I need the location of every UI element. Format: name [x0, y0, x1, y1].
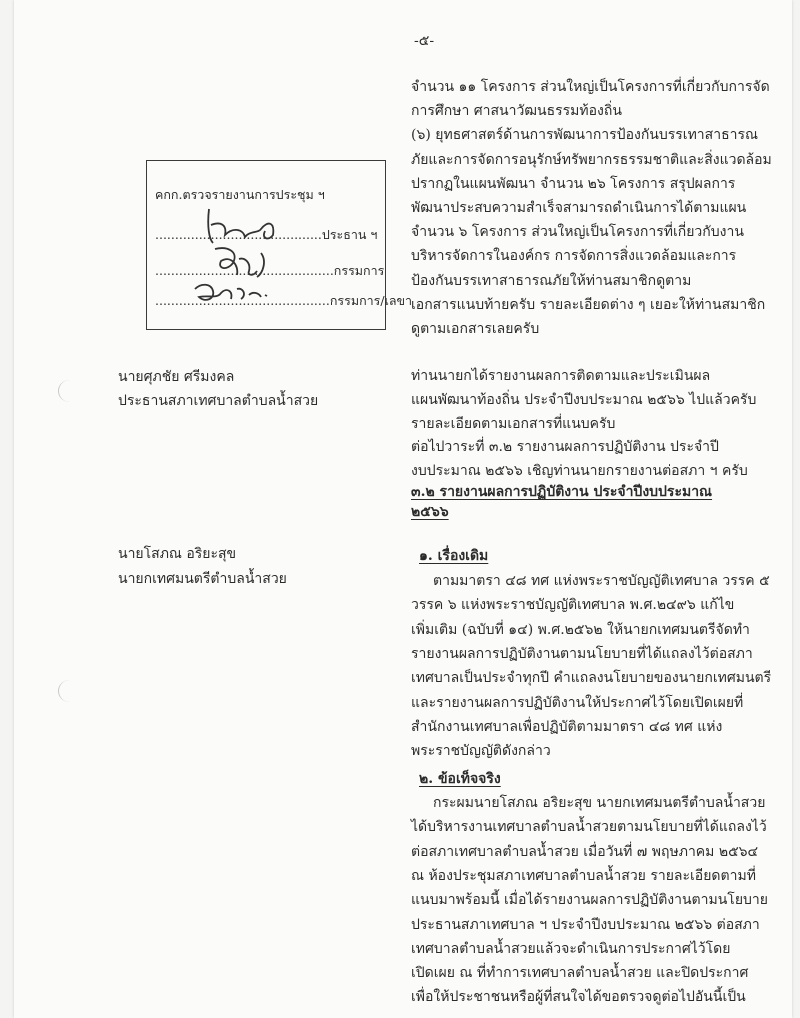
punch-hole-mark: [58, 680, 81, 702]
text-line: เปิดเผย ณ ที่ทำการเทศบาลตำบลน้ำสวย และปิดประกาศ: [411, 965, 749, 982]
text-line: แผนพัฒนาท้องถิ่น ประจำปีงบประมาณ ๒๕๖๖ ไปแล้วครับ: [411, 391, 757, 408]
speaker2-title: นายกเทศมนตรีตำบลน้ำสวย: [118, 571, 287, 587]
punch-hole-mark: [58, 380, 81, 402]
text-line: และรายงานผลการปฏิบัติงานให้ประกาศไว้โดยเปิดเผยที่: [411, 694, 744, 711]
text-line: การศึกษา ศาสนาวัฒนธรรมท้องถิ่น: [411, 103, 622, 120]
text-line: รายละเอียดตามเอกสารที่แนบครับ: [411, 415, 616, 432]
text-line: สำนักงานเทศบาลเพื่อปฏิบัติตามมาตรา ๔๘ ทศ แห่ง: [411, 718, 723, 735]
speaker2-name: นายโสภณ อริยะสุข: [118, 546, 237, 562]
text-line: ณ ห้องประชุมสภาเทศบาลตำบลน้ำสวย รายละเอียดตามที่: [411, 867, 756, 884]
text-line: ดูตามเอกสารเลยครับ: [411, 321, 540, 337]
text-line: ปรากฏในแผนพัฒนา จำนวน ๒๖ โครงการ สรุปผลการ: [411, 175, 736, 192]
text-line: เพื่อให้ประชาชนหรือผู้ที่สนใจได้ขอตรวจดูต่อไปอันนี้เป็น: [411, 989, 746, 1006]
document-page: [14, 0, 792, 1018]
text-line: ต่อสภาเทศบาลตำบลน้ำสวย เมื่อวันที่ ๗ พฤษภาคม ๒๕๖๔: [411, 843, 759, 860]
text-line: ตามมาตรา ๔๘ ทศ แห่งพระราชบัญญัติเทศบาล วรรค ๕: [433, 573, 770, 589]
agenda-heading-line2: ๒๕๖๖: [411, 504, 449, 520]
text-line: พระราชบัญญัติดังกล่าว: [411, 743, 551, 760]
text-line: พัฒนาประสบความสำเร็จสามารถดำเนินการได้ตามแผน: [411, 200, 747, 216]
section2-heading: ๒. ข้อเท็จจริง: [419, 771, 501, 787]
text-line: จำนวน ๑๑ โครงการ ส่วนใหญ่เป็นโครงการที่เกี่ยวกับการจัด: [411, 79, 770, 95]
text-line: บริหารจัดการในองค์กร การจัดการสิ่งแวดล้อมและการ: [411, 248, 737, 265]
page-number: -๕-: [414, 33, 435, 49]
text-line: ประธานสภาเทศบาล ฯ ประจำปีงบประมาณ ๒๕๖๖ ต่อสภา: [411, 916, 760, 933]
text-line: วรรค ๖ แห่งพระราชบัญญัติเทศบาล พ.ศ.๒๔๙๖ แก้ไข: [411, 597, 735, 614]
approval-box-title: คกก.ตรวจรายงานการประชุม ฯ: [155, 187, 325, 202]
text-line: (๖) ยุทธศาสตร์ด้านการพัฒนาการป้องกันบรรเทาสาธารณ: [411, 127, 758, 144]
agenda-heading-line1: ๓.๒ รายงานผลการปฏิบัติงาน ประจำปีงบประมาณ: [411, 484, 713, 500]
speaker1-title: ประธานสภาเทศบาลตำบลน้ำสวย: [118, 393, 319, 409]
text-line: เทศบาลตำบลน้ำสวยแล้วจะดำเนินการประกาศไว้โดย: [411, 940, 731, 957]
text-line: ป้องกันบรรเทาสาธารณภัยให้ท่านสมาชิกดูตาม: [411, 272, 692, 289]
text-line: จำนวน ๖ โครงการ ส่วนใหญ่เป็นโครงการที่เกี่ยวกับงาน: [411, 224, 744, 241]
secretary-line: ............................................กรรมการ/เลขา: [155, 293, 413, 308]
speaker1-name: นายศุภชัย ศรีมงคล: [118, 369, 235, 385]
text-line: เอกสารแนบท้ายครับ รายละเอียดต่าง ๆ เยอะให้ท่านสมาชิก: [411, 296, 766, 313]
text-line: ภัยและการจัดการอนุรักษ์ทรัพยากรธรรมชาติและสิ่งแวดล้อม: [411, 151, 772, 168]
text-line: ต่อไปวาระที่ ๓.๒ รายงานผลการปฏิบัติงาน ประจำปี: [411, 439, 719, 456]
text-line: ได้บริหารงานเทศบาลตำบลน้ำสวยตามนโยบายที่ได้แถลงไว้: [411, 819, 767, 836]
committee-line: .............................................กรรมการ: [155, 263, 385, 278]
text-line: เทศบาลเป็นประจำทุกปี คำแถลงนโยบายของนายกเทศมนตรี: [411, 670, 772, 687]
text-line: ท่านนายกได้รายงานผลการติดตามและประเมินผล: [411, 368, 711, 384]
signatures-image: [187, 191, 307, 326]
approval-box: [146, 160, 413, 330]
text-line: รายงานผลการปฏิบัติงานตามนโยบายที่ได้แถลงไว้ต่อสภา: [411, 645, 753, 662]
chairman-line: ..........................................ประธาน ฯ: [155, 227, 378, 242]
section1-heading: ๑. เรื่องเดิม: [419, 548, 489, 564]
text-line: งบประมาณ ๒๕๖๖ เชิญท่านนายกรายงานต่อสภา ฯ ครับ: [411, 463, 748, 480]
text-line: แนบมาพร้อมนี้ เมื่อได้รายงานผลการปฏิบัติงานตามนโยบาย: [411, 892, 768, 909]
text-line: เพิ่มเติม (ฉบับที่ ๑๔) พ.ศ.๒๕๖๒ ให้นายกเทศมนตรีจัดทำ: [411, 621, 750, 638]
text-line: กระผมนายโสภณ อริยะสุข นายกเทศมนตรีตำบลน้ำสวย: [433, 795, 766, 811]
